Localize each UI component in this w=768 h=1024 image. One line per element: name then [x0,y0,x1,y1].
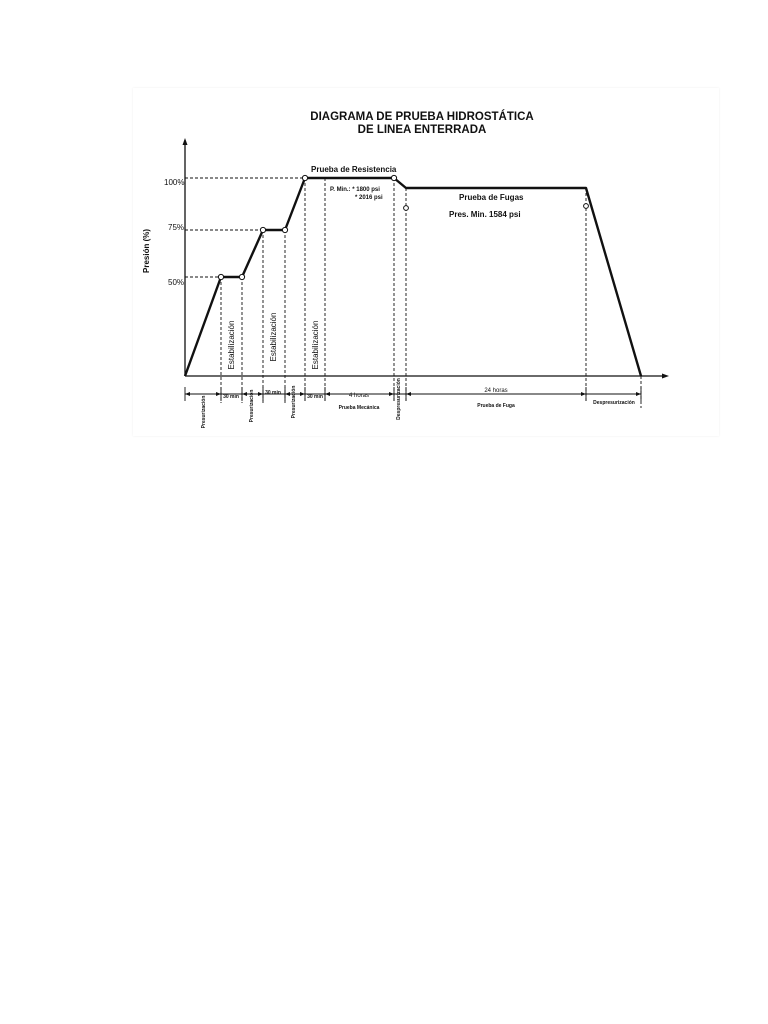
phase-30min-2: 30 min [265,390,281,396]
pressure-curve [185,178,641,376]
phase-mechanical-test: Prueba Mecánica [338,405,380,411]
resistance-min-2: * 2016 psi [355,195,383,201]
diagram-canvas [133,88,719,436]
y-axis-label: Presión (%) [142,228,151,274]
phase-despresurizacion-2: Despresurización [593,400,635,406]
curve-point [302,175,307,180]
dimension-arrow-icon [581,392,586,396]
curve-point [239,274,244,279]
curve-point [282,227,287,232]
dimension-arrow-icon [285,392,290,396]
y-tick-100: 100% [164,178,185,187]
phase-presurizacion-3: Presurización [291,385,297,419]
curve-point [404,206,409,211]
resistance-test-label: Prueba de Resistencia [311,165,397,174]
x-axis-arrow-icon [662,374,669,379]
dimension-arrow-icon [185,392,190,396]
curve-point [584,204,589,209]
phase-presurizacion-1: Presurización [201,395,207,429]
leak-min-pressure: Pres. Min. 1584 psi [449,210,521,219]
dimension-arrow-icon [636,392,641,396]
phase-24-hours: 24 horas [484,388,508,394]
y-axis-arrow-icon [183,138,188,145]
dimension-arrow-icon [258,392,263,396]
dimension-arrow-icon [300,392,305,396]
phase-30min-3: 30 min [307,394,323,400]
stabilization-label-2: Estabilización [269,312,278,362]
curve-point [260,227,265,232]
y-tick-75: 75% [168,223,185,232]
curve-point [391,175,396,180]
stabilization-label-3: Estabilización [311,320,320,370]
diagram-title-line-1: DIAGRAMA DE PRUEBA HIDROSTÁTICA [310,111,534,123]
stabilization-label-1: Estabilización [227,320,236,370]
phase-30min-1: 30 min [223,394,239,400]
phase-4-hours: 4 horas [348,393,370,399]
leak-test-label: Prueba de Fugas [459,193,524,202]
dimension-arrow-icon [242,392,247,396]
hydrostatic-test-diagram [133,88,719,436]
resistance-min-1: P. Min.: * 1800 psi [330,187,380,193]
dimension-arrow-icon [406,392,411,396]
dimension-arrow-icon [325,392,330,396]
phase-presurizacion-2: Presurización [249,389,255,423]
phase-leak-test: Prueba de Fuga [477,403,515,409]
dimension-arrow-icon [389,392,394,396]
dimension-arrow-icon [216,392,221,396]
diagram-title-line-2: DE LINEA ENTERRADA [357,124,487,136]
curve-point [218,274,223,279]
y-tick-50: 50% [168,278,185,287]
phase-despresurizacion-1: Despresurización [396,378,402,420]
